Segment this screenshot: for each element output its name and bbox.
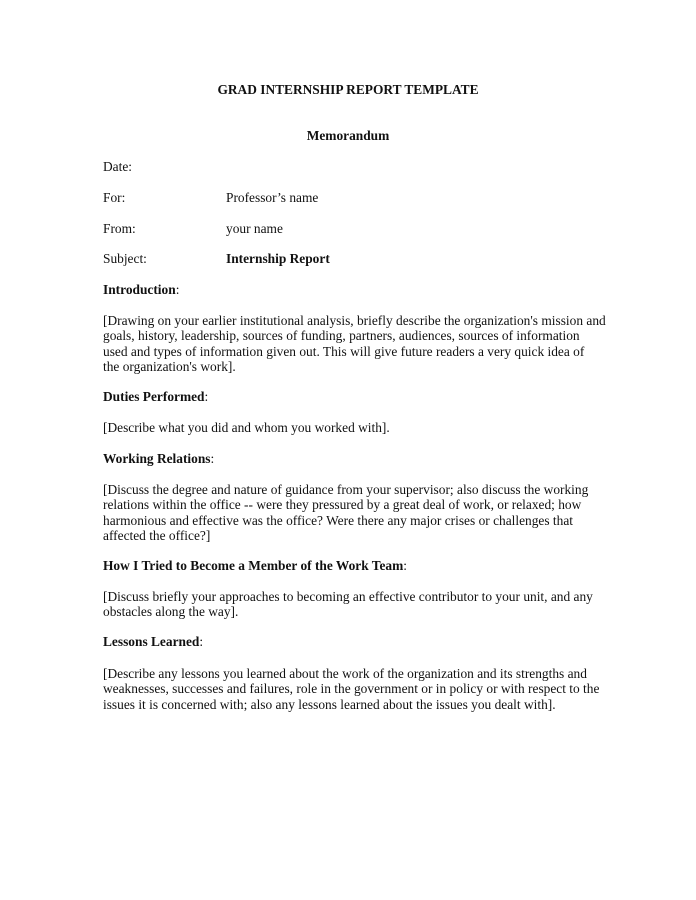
date-label: Date:	[103, 159, 132, 174]
introduction-paragraph	[103, 313, 606, 375]
work-team-heading-text: How I Tried to Become a Member of the Work Team	[103, 558, 404, 573]
introduction-line: goals, history, leadership, sources of funding, partners, audiences, sources of information	[103, 328, 580, 344]
work-team-heading: How I Tried to Become a Member of the Work Team:	[103, 558, 407, 573]
document-title: GRAD INTERNSHIP REPORT TEMPLATE	[217, 82, 479, 97]
work-team-line: obstacles along the way].	[103, 604, 239, 620]
lessons-line: [Describe any lessons you learned about the work of the organization and its strengths and	[103, 666, 587, 681]
for-label: For:	[103, 190, 126, 205]
introduction-line: used and types of information given out. This will give future readers a very quick idea of	[103, 343, 585, 359]
duties-line: [Describe what you did and whom you worked with].	[103, 420, 390, 435]
introduction-line: the organization's work].	[103, 359, 236, 375]
lessons-line: weaknesses, successes and failures, role in the government or in policy or with respect to the	[103, 681, 600, 697]
duties-heading: Duties Performed:	[103, 389, 209, 404]
memo-heading: Memorandum	[306, 128, 390, 143]
working-relations-heading: Working Relations:	[103, 451, 215, 466]
subject-label: Subject:	[103, 251, 147, 266]
working-relations-line: harmonious and effective was the office? Were there any major crises or challenges that	[103, 512, 574, 528]
lessons-line: issues it is concerned with; also any lessons learned about the issues you dealt with].	[103, 696, 556, 712]
subject-value: Internship Report	[226, 251, 330, 266]
lessons-heading-text: Lessons Learned	[103, 634, 200, 649]
introduction-heading-text: Introduction	[103, 282, 176, 297]
lessons-paragraph	[103, 666, 603, 712]
working-relations-heading-text: Working Relations	[103, 451, 211, 466]
from-label: From:	[103, 221, 136, 236]
duties-paragraph	[103, 420, 603, 435]
working-relations-line: affected the office?]	[103, 528, 211, 544]
introduction-heading: Introduction:	[103, 282, 180, 297]
duties-heading-text: Duties Performed	[103, 389, 205, 404]
working-relations-line: [Discuss the degree and nature of guidance from your supervisor; also discuss the working	[103, 482, 589, 497]
for-value: Professor’s name	[226, 190, 319, 205]
work-team-paragraph	[103, 589, 603, 620]
lessons-heading: Lessons Learned:	[103, 634, 204, 649]
work-team-line: [Discuss briefly your approaches to becoming an effective contributor to your unit, and any	[103, 589, 593, 604]
from-value: your name	[226, 221, 283, 236]
working-relations-line: relations within the office -- were they pressured by a great deal of work, or relaxed; how	[103, 497, 582, 513]
working-relations-paragraph	[103, 482, 603, 544]
introduction-line: [Drawing on your earlier institutional analysis, briefly describe the organization's mission and	[103, 313, 606, 328]
